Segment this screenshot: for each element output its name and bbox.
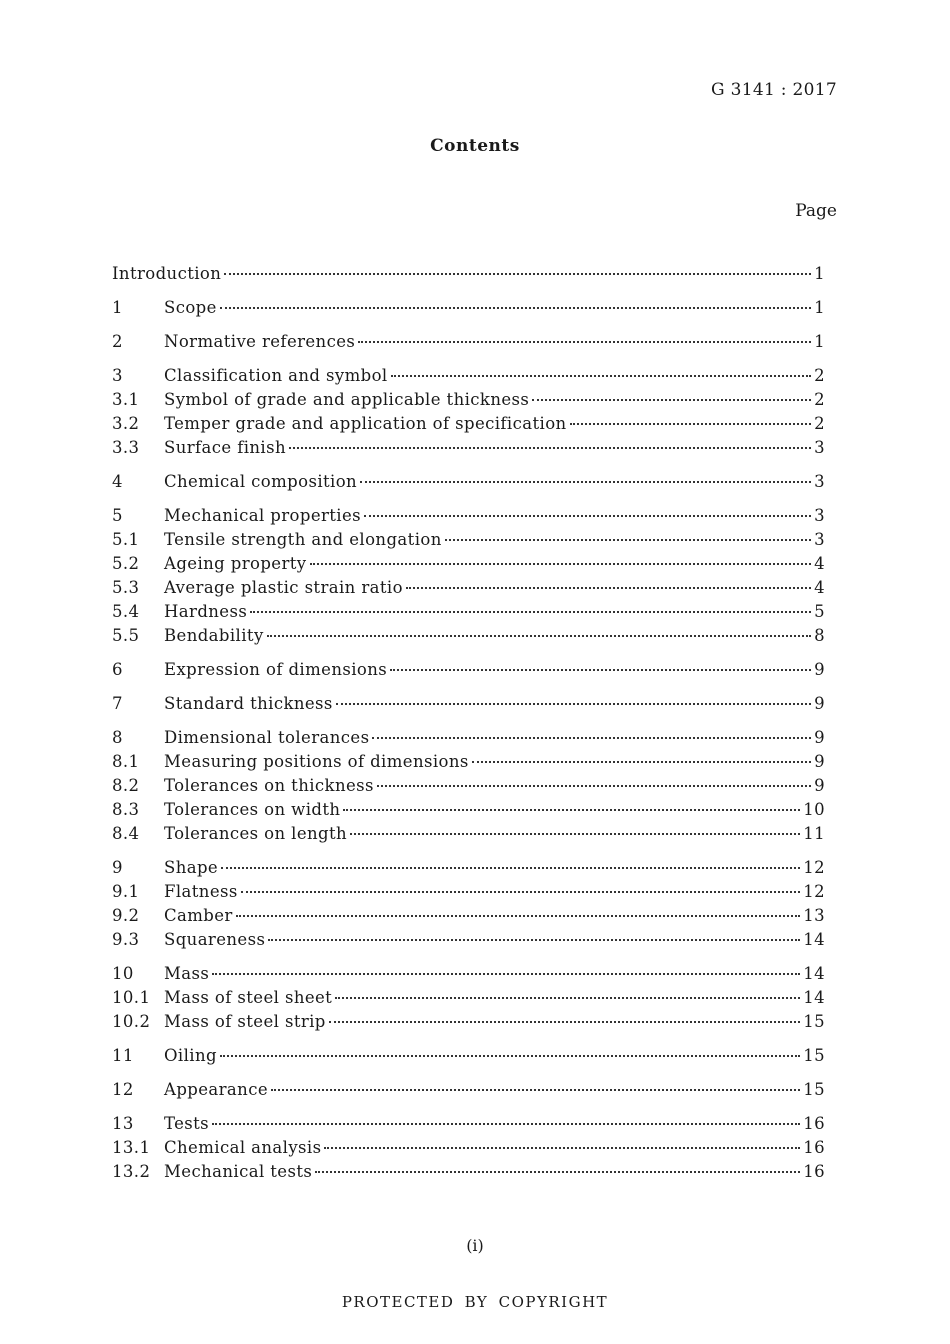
toc-entry-title: Chemical composition — [164, 472, 358, 491]
toc-entry-number: 5.4 — [112, 602, 140, 621]
toc-entry-number: 5.3 — [112, 578, 140, 597]
toc-entry-title: Hardness — [164, 602, 248, 621]
toc-entry-title: Chemical analysis — [164, 1138, 322, 1157]
toc-entry-number: 3.1 — [112, 390, 140, 409]
toc-entry[interactable] — [112, 364, 825, 388]
toc-dot-leader — [224, 273, 811, 275]
toc-group — [112, 856, 825, 952]
toc-dot-leader — [364, 515, 811, 517]
toc-entry[interactable] — [112, 928, 825, 952]
toc-entry-number: 13.2 — [112, 1162, 151, 1181]
toc-dot-leader — [391, 375, 811, 377]
toc-entry-title: Camber — [164, 906, 233, 925]
toc-group — [112, 470, 825, 494]
toc-entry[interactable] — [112, 1078, 825, 1102]
toc-entry-number: 5 — [112, 506, 123, 525]
toc-entry[interactable] — [112, 600, 825, 624]
toc-entry[interactable] — [112, 774, 825, 798]
toc-entry-number: 13.1 — [112, 1138, 151, 1157]
toc-entry-title: Classification and symbol — [164, 366, 388, 385]
toc-entry-page: 9 — [814, 776, 825, 795]
toc-entry-title: Expression of dimensions — [164, 660, 388, 679]
toc-entry-number: 10.2 — [112, 1012, 151, 1031]
toc-entry-page: 16 — [803, 1114, 825, 1133]
toc-entry-page: 14 — [803, 988, 825, 1007]
toc-entry[interactable] — [112, 296, 825, 320]
toc-entry-page: 2 — [814, 414, 825, 433]
toc-entry[interactable] — [112, 262, 825, 286]
toc-entry[interactable] — [112, 692, 825, 716]
toc-entry-number: 8.1 — [112, 752, 140, 771]
toc-dot-leader — [236, 915, 800, 917]
toc-entry-page: 15 — [803, 1012, 825, 1031]
toc-dot-leader — [390, 669, 811, 671]
toc-entry-page: 16 — [803, 1162, 825, 1181]
toc-entry-title: Introduction — [112, 264, 222, 283]
toc-entry-page: 4 — [814, 578, 825, 597]
toc-dot-leader — [472, 761, 811, 763]
toc-entry-page: 1 — [814, 264, 825, 283]
toc-entry-title: Mechanical properties — [164, 506, 362, 525]
toc-dot-leader — [267, 635, 811, 637]
toc-entry-title: Bendability — [164, 626, 264, 645]
toc-dot-leader — [220, 1055, 800, 1057]
toc-dot-leader — [310, 563, 812, 565]
toc-entry-title: Symbol of grade and applicable thickness — [164, 390, 530, 409]
toc-dot-leader — [250, 611, 811, 613]
table-of-contents — [112, 262, 825, 1194]
toc-group — [112, 692, 825, 716]
document-code: G 3141 : 2017 — [711, 80, 837, 100]
toc-dot-leader — [335, 997, 800, 999]
toc-group — [112, 296, 825, 320]
toc-entry-number: 8.4 — [112, 824, 140, 843]
toc-group — [112, 364, 825, 460]
toc-entry-number: 8.3 — [112, 800, 140, 819]
toc-entry-number: 9.1 — [112, 882, 140, 901]
toc-group — [112, 1112, 825, 1184]
toc-group — [112, 1044, 825, 1068]
toc-group — [112, 658, 825, 682]
toc-dot-leader — [532, 399, 811, 401]
toc-entry-number: 6 — [112, 660, 123, 679]
toc-entry-number: 5.1 — [112, 530, 140, 549]
toc-entry-number: 5.2 — [112, 554, 140, 573]
toc-entry-title: Surface finish — [164, 438, 286, 457]
toc-entry-number: 2 — [112, 332, 123, 351]
toc-entry[interactable] — [112, 986, 825, 1010]
toc-entry[interactable] — [112, 1010, 825, 1034]
toc-group — [112, 504, 825, 648]
page-folio: (i) — [466, 1236, 484, 1255]
toc-group — [112, 330, 825, 354]
toc-entry[interactable] — [112, 822, 825, 846]
toc-entry[interactable] — [112, 330, 825, 354]
toc-entry-title: Measuring positions of dimensions — [164, 752, 469, 771]
toc-entry-number: 9.2 — [112, 906, 140, 925]
toc-entry-page: 13 — [803, 906, 825, 925]
toc-entry-number: 1 — [112, 298, 123, 317]
toc-dot-leader — [570, 423, 812, 425]
toc-entry[interactable] — [112, 962, 825, 986]
toc-dot-leader — [221, 867, 800, 869]
toc-entry-title: Mass of steel sheet — [164, 988, 333, 1007]
page-column-label: Page — [795, 201, 837, 221]
contents-title: Contents — [430, 136, 520, 156]
toc-entry-page: 15 — [803, 1046, 825, 1065]
toc-entry-number: 9 — [112, 858, 123, 877]
toc-dot-leader — [315, 1171, 800, 1173]
toc-dot-leader — [360, 481, 811, 483]
toc-entry[interactable] — [112, 576, 825, 600]
toc-dot-leader — [358, 341, 811, 343]
toc-entry-page: 8 — [814, 626, 825, 645]
toc-entry-title: Tolerances on thickness — [164, 776, 374, 795]
toc-entry[interactable] — [112, 470, 825, 494]
toc-group — [112, 962, 825, 1034]
toc-entry[interactable] — [112, 552, 825, 576]
toc-entry-page: 16 — [803, 1138, 825, 1157]
toc-entry-page: 5 — [814, 602, 825, 621]
toc-entry-title: Normative references — [164, 332, 356, 351]
toc-entry-page: 15 — [803, 1080, 825, 1099]
toc-entry-number: 4 — [112, 472, 123, 491]
toc-entry-page: 3 — [814, 506, 825, 525]
toc-entry-title: Dimensional tolerances — [164, 728, 370, 747]
toc-entry[interactable] — [112, 436, 825, 460]
toc-entry-number: 8.2 — [112, 776, 140, 795]
toc-entry[interactable] — [112, 750, 825, 774]
toc-entry[interactable] — [112, 1112, 825, 1136]
toc-entry-title: Appearance — [164, 1080, 268, 1099]
toc-entry-title: Shape — [164, 858, 219, 877]
toc-entry-title: Squareness — [164, 930, 266, 949]
toc-group — [112, 726, 825, 846]
toc-entry-number: 7 — [112, 694, 123, 713]
toc-entry-page: 11 — [803, 824, 825, 843]
toc-dot-leader — [350, 833, 800, 835]
toc-entry-title: Scope — [164, 298, 217, 317]
toc-entry-page: 4 — [814, 554, 825, 573]
copyright-notice: PROTECTED BY COPYRIGHT — [341, 1293, 609, 1311]
toc-entry-number: 9.3 — [112, 930, 140, 949]
toc-dot-leader — [372, 737, 811, 739]
toc-entry-page: 3 — [814, 472, 825, 491]
toc-entry-title: Tensile strength and elongation — [164, 530, 442, 549]
toc-dot-leader — [324, 1147, 800, 1149]
toc-entry-page: 3 — [814, 530, 825, 549]
toc-entry-number: 8 — [112, 728, 123, 747]
toc-dot-leader — [343, 809, 800, 811]
toc-dot-leader — [268, 939, 800, 941]
toc-entry-title: Tests — [164, 1114, 210, 1133]
toc-entry-number: 3.2 — [112, 414, 140, 433]
toc-entry-page: 10 — [803, 800, 825, 819]
toc-entry[interactable] — [112, 1160, 825, 1184]
toc-dot-leader — [241, 891, 800, 893]
toc-dot-leader — [329, 1021, 800, 1023]
toc-entry[interactable] — [112, 856, 825, 880]
toc-entry-title: Mass — [164, 964, 210, 983]
toc-entry-page: 12 — [803, 882, 825, 901]
toc-entry-title: Flatness — [164, 882, 238, 901]
toc-dot-leader — [271, 1089, 800, 1091]
toc-dot-leader — [445, 539, 811, 541]
toc-entry-page: 12 — [803, 858, 825, 877]
toc-entry-page: 9 — [814, 728, 825, 747]
toc-entry-page: 9 — [814, 694, 825, 713]
toc-group — [112, 1078, 825, 1102]
toc-entry[interactable] — [112, 1136, 825, 1160]
toc-dot-leader — [212, 973, 800, 975]
toc-entry-title: Tolerances on width — [164, 800, 341, 819]
toc-entry-number: 13 — [112, 1114, 134, 1133]
toc-dot-leader — [220, 307, 811, 309]
toc-entry-number: 12 — [112, 1080, 134, 1099]
toc-entry[interactable] — [112, 658, 825, 682]
toc-entry-title: Mass of steel strip — [164, 1012, 326, 1031]
toc-entry-title: Ageing property — [164, 554, 307, 573]
toc-entry[interactable] — [112, 624, 825, 648]
toc-entry-title: Average plastic strain ratio — [164, 578, 403, 597]
toc-entry[interactable] — [112, 528, 825, 552]
toc-entry-number: 5.5 — [112, 626, 140, 645]
toc-entry-title: Oiling — [164, 1046, 217, 1065]
toc-entry[interactable] — [112, 504, 825, 528]
toc-entry-page: 9 — [814, 660, 825, 679]
toc-entry-number: 3 — [112, 366, 123, 385]
toc-entry-title: Tolerances on length — [164, 824, 348, 843]
toc-entry-number: 10 — [112, 964, 134, 983]
toc-entry-number: 3.3 — [112, 438, 140, 457]
toc-dot-leader — [212, 1123, 800, 1125]
toc-entry-title: Mechanical tests — [164, 1162, 313, 1181]
toc-entry-number: 11 — [112, 1046, 134, 1065]
toc-entry-page: 3 — [814, 438, 825, 457]
toc-entry-page: 1 — [814, 298, 825, 317]
toc-entry-page: 14 — [803, 964, 825, 983]
toc-dot-leader — [377, 785, 811, 787]
toc-entry[interactable] — [112, 904, 825, 928]
toc-entry-page: 1 — [814, 332, 825, 351]
toc-entry-page: 9 — [814, 752, 825, 771]
toc-group — [112, 262, 825, 286]
toc-entry-title: Temper grade and application of specification — [164, 414, 567, 433]
toc-entry-page: 2 — [814, 366, 825, 385]
toc-entry[interactable] — [112, 1044, 825, 1068]
toc-entry[interactable] — [112, 412, 825, 436]
toc-entry[interactable] — [112, 798, 825, 822]
toc-entry-page: 2 — [814, 390, 825, 409]
toc-entry[interactable] — [112, 880, 825, 904]
toc-entry[interactable] — [112, 726, 825, 750]
toc-entry-title: Standard thickness — [164, 694, 333, 713]
toc-entry-number: 10.1 — [112, 988, 151, 1007]
toc-dot-leader — [336, 703, 811, 705]
toc-dot-leader — [289, 447, 811, 449]
toc-entry[interactable] — [112, 388, 825, 412]
toc-dot-leader — [406, 587, 811, 589]
toc-entry-page: 14 — [803, 930, 825, 949]
